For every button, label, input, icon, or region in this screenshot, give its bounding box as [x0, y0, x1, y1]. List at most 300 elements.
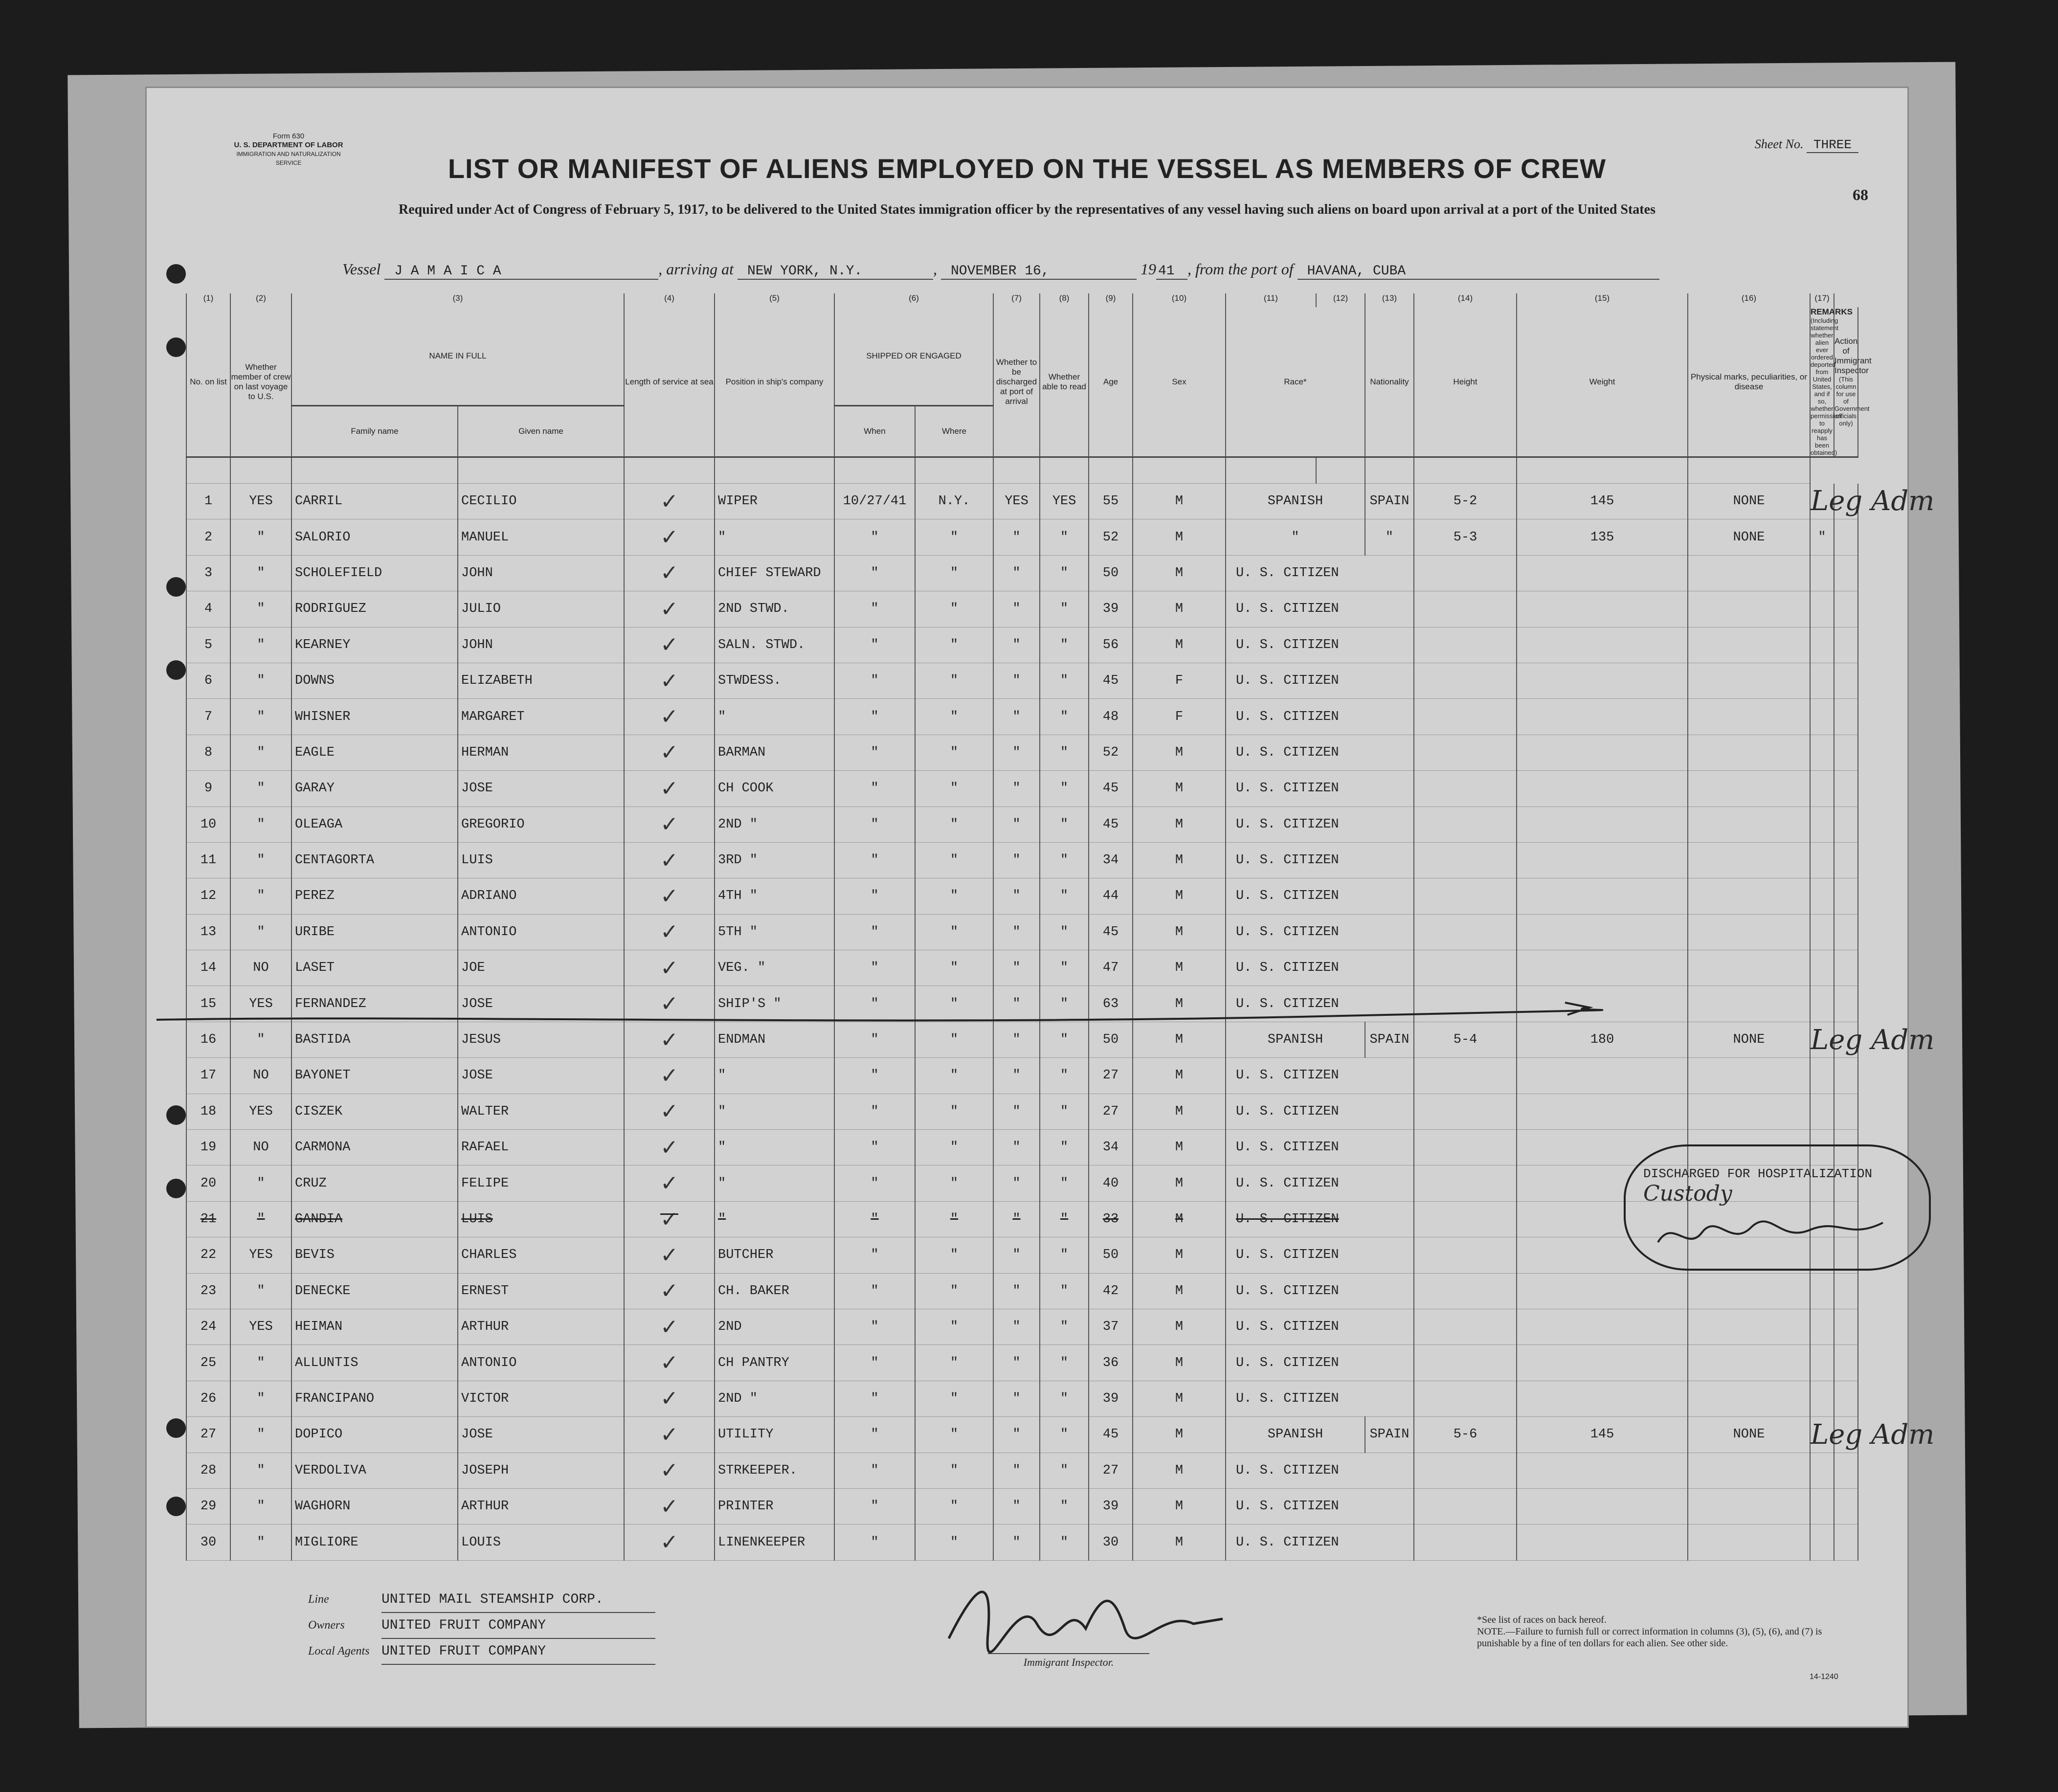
cell-when: ": [834, 914, 915, 950]
cell-family: BASTIDA: [291, 1022, 458, 1057]
cell-sex: M: [1133, 591, 1226, 627]
cell-family: SALORIO: [291, 519, 458, 555]
cell-age: 48: [1089, 699, 1133, 735]
cell-read: ": [1040, 1237, 1089, 1273]
cell-race: U. S. CITIZEN: [1226, 1381, 1414, 1416]
cell-position: LINENKEEPER: [715, 1524, 834, 1560]
cell-when: ": [834, 1094, 915, 1129]
cell-height: 5-3: [1414, 519, 1517, 555]
cell-race: U. S. CITIZEN: [1226, 1453, 1414, 1488]
header-length: Length of service at sea: [624, 307, 715, 457]
cell-where: ": [915, 1453, 993, 1488]
cell-when: ": [834, 1524, 915, 1560]
cell-no: 6: [186, 663, 230, 698]
cell-age: 50: [1089, 1237, 1133, 1273]
cell-position: 3RD ": [715, 842, 834, 878]
check-mark-icon: ✓: [660, 489, 678, 514]
cell-where: ": [915, 1488, 993, 1524]
cell-position: 2ND STWD.: [715, 591, 834, 627]
cell-where: ": [915, 1524, 993, 1560]
cell-remarks: ": [1810, 519, 1834, 555]
cell-no: 28: [186, 1453, 230, 1488]
cell-race: U. S. CITIZEN: [1226, 842, 1414, 878]
cell-member: YES: [230, 986, 291, 1022]
cell-given: JOSE: [458, 771, 624, 806]
sheet-label: Sheet No.: [1754, 137, 1804, 151]
cell-sex: M: [1133, 1345, 1226, 1381]
cell-member: ": [230, 663, 291, 698]
cell-member: ": [230, 1273, 291, 1309]
cell-given: FELIPE: [458, 1165, 624, 1201]
cell-given: JESUS: [458, 1022, 624, 1057]
cell-weight: 145: [1517, 1417, 1688, 1453]
header-race: Race*: [1226, 307, 1365, 457]
cell-sex: M: [1133, 1094, 1226, 1129]
inspector-label: Immigrant Inspector.: [988, 1653, 1149, 1669]
cell-member: ": [230, 1022, 291, 1057]
cell-race: SPANISH: [1226, 484, 1365, 519]
cell-height: 5-6: [1414, 1417, 1517, 1453]
cell-no: 3: [186, 555, 230, 591]
cell-position: 2ND ": [715, 806, 834, 842]
cell-race: U. S. CITIZEN: [1226, 1058, 1414, 1094]
footer-notes: [1477, 1614, 1829, 1649]
arrival-year: 41: [1156, 264, 1187, 280]
header-height: Height: [1414, 307, 1517, 457]
check-mark-icon: ✓: [660, 1242, 678, 1268]
cell-race: U. S. CITIZEN: [1226, 986, 1414, 1022]
cell-race: U. S. CITIZEN: [1226, 555, 1414, 591]
check-mark-icon: ✓: [660, 668, 678, 694]
cell-where: ": [915, 735, 993, 770]
cell-given: ANTONIO: [458, 914, 624, 950]
cell-sex: M: [1133, 735, 1226, 770]
owners-label: Owners: [308, 1619, 345, 1632]
cell-family: VERDOLIVA: [291, 1453, 458, 1488]
cell-when: ": [834, 1488, 915, 1524]
cell-when: ": [834, 1165, 915, 1201]
check-mark-icon: ✓: [660, 955, 678, 981]
cell-family: GANDIA: [291, 1201, 458, 1237]
cell-member: ": [230, 519, 291, 555]
cell-race: U. S. CITIZEN: [1226, 591, 1414, 627]
cell-no: 5: [186, 627, 230, 663]
cell-read: ": [1040, 1524, 1089, 1560]
cell-race: U. S. CITIZEN: [1226, 1130, 1414, 1165]
line-label: Line: [308, 1593, 329, 1606]
cell-discharged: ": [993, 950, 1040, 986]
cell-when: ": [834, 555, 915, 591]
cell-discharged: ": [993, 806, 1040, 842]
cell-where: ": [915, 1201, 993, 1237]
cell-race: SPANISH: [1226, 1417, 1365, 1453]
cell-when: ": [834, 986, 915, 1022]
cell-where: ": [915, 878, 993, 914]
cell-member: ": [230, 806, 291, 842]
cell-when: ": [834, 591, 915, 627]
cell-age: 45: [1089, 806, 1133, 842]
cell-given: JOSE: [458, 1417, 624, 1453]
cell-where: ": [915, 771, 993, 806]
cell-age: 39: [1089, 1381, 1133, 1416]
cell-discharged: ": [993, 1345, 1040, 1381]
cell-age: 55: [1089, 484, 1133, 519]
cell-position: STWDESS.: [715, 663, 834, 698]
owners-value: UNITED FRUIT COMPANY: [381, 1613, 655, 1639]
cell-read: ": [1040, 1273, 1089, 1309]
cell-position: UTILITY: [715, 1417, 834, 1453]
cell-given: ADRIANO: [458, 878, 624, 914]
check-mark-icon: ✓: [660, 776, 678, 801]
cell-age: 39: [1089, 1488, 1133, 1524]
check-mark-icon: ✓: [660, 1386, 678, 1411]
cell-given: ERNEST: [458, 1273, 624, 1309]
cell-discharged: ": [993, 1165, 1040, 1201]
cell-member: ": [230, 842, 291, 878]
cell-family: MIGLIORE: [291, 1524, 458, 1560]
cell-where: ": [915, 1237, 993, 1273]
cell-family: URIBE: [291, 914, 458, 950]
cell-when: ": [834, 1237, 915, 1273]
cell-family: CARMONA: [291, 1130, 458, 1165]
cell-when: ": [834, 806, 915, 842]
cell-position: CHIEF STEWARD: [715, 555, 834, 591]
cell-sex: F: [1133, 663, 1226, 698]
cell-no: 4: [186, 591, 230, 627]
column-number: (1): [186, 293, 230, 307]
cell-when: ": [834, 878, 915, 914]
cell-given: JOE: [458, 950, 624, 986]
cell-no: 29: [186, 1488, 230, 1524]
check-mark-icon: ✓: [660, 1350, 678, 1376]
check-mark-icon: ✓: [660, 596, 678, 622]
header-position: Position in ship's company: [715, 307, 834, 457]
cell-member: NO: [230, 950, 291, 986]
cell-read: ": [1040, 663, 1089, 698]
cell-read: ": [1040, 591, 1089, 627]
cell-member: NO: [230, 1058, 291, 1094]
cell-age: 52: [1089, 735, 1133, 770]
cell-position: SHIP'S ": [715, 986, 834, 1022]
cell-read: ": [1040, 699, 1089, 735]
cell-where: ": [915, 950, 993, 986]
column-number: (13): [1365, 293, 1414, 307]
cell-when: ": [834, 699, 915, 735]
cell-discharged: ": [993, 914, 1040, 950]
header-no: No. on list: [186, 307, 230, 457]
cell-read: ": [1040, 1058, 1089, 1094]
cell-member: ": [230, 699, 291, 735]
cell-sex: M: [1133, 1488, 1226, 1524]
column-number: (5): [715, 293, 834, 307]
cell-no: 24: [186, 1309, 230, 1344]
cell-member: NO: [230, 1130, 291, 1165]
cell-where: ": [915, 986, 993, 1022]
cell-read: ": [1040, 627, 1089, 663]
cell-read: ": [1040, 1417, 1089, 1453]
cell-member: ": [230, 555, 291, 591]
cell-read: ": [1040, 1488, 1089, 1524]
header-physical: Physical marks, peculiarities, or disease: [1688, 307, 1810, 457]
agents-value: UNITED FRUIT COMPANY: [381, 1639, 655, 1665]
cell-position: WIPER: [715, 484, 834, 519]
cell-sex: M: [1133, 1058, 1226, 1094]
cell-race: SPANISH: [1226, 1022, 1365, 1057]
cell-family: DOWNS: [291, 663, 458, 698]
cell-no: 14: [186, 950, 230, 986]
cell-race: U. S. CITIZEN: [1226, 1345, 1414, 1381]
cell-discharged: ": [993, 842, 1040, 878]
cell-when: ": [834, 1417, 915, 1453]
cell-read: ": [1040, 1381, 1089, 1416]
cell-sex: M: [1133, 1165, 1226, 1201]
cell-when: ": [834, 1058, 915, 1094]
cell-given: JULIO: [458, 591, 624, 627]
cell-family: BEVIS: [291, 1237, 458, 1273]
cell-age: 30: [1089, 1524, 1133, 1560]
cell-sex: M: [1133, 1237, 1226, 1273]
check-mark-icon: ✓: [660, 1099, 678, 1124]
cell-sex: M: [1133, 1309, 1226, 1344]
cell-given: ELIZABETH: [458, 663, 624, 698]
check-mark-icon: ✓: [660, 1135, 678, 1160]
page-title: LIST OR MANIFEST OF ALIENS EMPLOYED ON THE VESSEL AS MEMBERS OF CREW: [447, 153, 1607, 184]
cell-discharged: ": [993, 699, 1040, 735]
cell-discharged: ": [993, 663, 1040, 698]
column-number: (15): [1517, 293, 1688, 307]
cell-age: 52: [1089, 519, 1133, 555]
cell-no: 26: [186, 1381, 230, 1416]
cell-where: N.Y.: [915, 484, 993, 519]
cell-read: ": [1040, 1201, 1089, 1237]
cell-read: ": [1040, 986, 1089, 1022]
cell-family: HEIMAN: [291, 1309, 458, 1344]
cell-race: U. S. CITIZEN: [1226, 914, 1414, 950]
cell-given: CECILIO: [458, 484, 624, 519]
cell-position: ENDMAN: [715, 1022, 834, 1057]
cell-read: ": [1040, 806, 1089, 842]
cell-read: ": [1040, 1309, 1089, 1344]
cell-position: BUTCHER: [715, 1237, 834, 1273]
cell-no: 18: [186, 1094, 230, 1129]
cell-age: 45: [1089, 1417, 1133, 1453]
cell-position: 2ND: [715, 1309, 834, 1344]
cell-discharged: ": [993, 591, 1040, 627]
year-prefix: 19: [1140, 260, 1156, 278]
cell-position: CH. BAKER: [715, 1273, 834, 1309]
cell-race: U. S. CITIZEN: [1226, 735, 1414, 770]
header-weight: Weight: [1517, 307, 1688, 457]
header-shipped: SHIPPED OR ENGAGED: [834, 307, 993, 406]
inspector-signature: [939, 1570, 1232, 1653]
cell-read: ": [1040, 519, 1089, 555]
cell-family: CRUZ: [291, 1165, 458, 1201]
cell-given: WALTER: [458, 1094, 624, 1129]
cell-physical: NONE: [1688, 519, 1810, 555]
column-number: (8): [1040, 293, 1089, 307]
header-when: When: [834, 406, 915, 457]
cell-position: ": [715, 699, 834, 735]
cell-when: ": [834, 1201, 915, 1237]
cell-discharged: ": [993, 1524, 1040, 1560]
cell-given: LOUIS: [458, 1524, 624, 1560]
cell-position: BARMAN: [715, 735, 834, 770]
cell-discharged: ": [993, 1201, 1040, 1237]
cell-family: WAGHORN: [291, 1488, 458, 1524]
cell-member: ": [230, 1165, 291, 1201]
cell-discharged: ": [993, 878, 1040, 914]
cell-when: ": [834, 627, 915, 663]
cell-discharged: ": [993, 627, 1040, 663]
cell-member: YES: [230, 1237, 291, 1273]
header-discharged: Whether to be discharged at port of arrival: [993, 307, 1040, 457]
column-number: (14): [1414, 293, 1517, 307]
column-number: (12): [1316, 293, 1365, 307]
annotation-text: [1643, 1166, 1872, 1206]
action-title: Action of Immigrant Inspector: [1834, 336, 1872, 375]
cell-discharged: YES: [993, 484, 1040, 519]
cell-where: ": [915, 699, 993, 735]
cell-given: JOSEPH: [458, 1453, 624, 1488]
cell-no: 10: [186, 806, 230, 842]
action-note: (This column for use of Government officials only): [1834, 376, 1870, 427]
cell-given: ANTONIO: [458, 1345, 624, 1381]
column-number: (7): [993, 293, 1040, 307]
cell-sex: M: [1133, 519, 1226, 555]
cell-read: ": [1040, 771, 1089, 806]
cell-sex: M: [1133, 878, 1226, 914]
cell-member: ": [230, 1453, 291, 1488]
cell-age: 47: [1089, 950, 1133, 986]
cell-no: 9: [186, 771, 230, 806]
cell-when: ": [834, 1130, 915, 1165]
cell-race: U. S. CITIZEN: [1226, 1165, 1414, 1201]
cell-no: 7: [186, 699, 230, 735]
cell-where: ": [915, 1417, 993, 1453]
cell-read: ": [1040, 1130, 1089, 1165]
cell-sex: M: [1133, 1022, 1226, 1057]
cell-physical: NONE: [1688, 484, 1810, 519]
check-mark-icon: ✓: [660, 883, 678, 909]
cell-family: RODRIGUEZ: [291, 591, 458, 627]
cell-member: ": [230, 1381, 291, 1416]
cell-discharged: ": [993, 1022, 1040, 1057]
races-note: *See list of races on back hereof.: [1477, 1614, 1607, 1625]
cell-sex: M: [1133, 1417, 1226, 1453]
cell-family: PEREZ: [291, 878, 458, 914]
check-mark-icon: ✓: [660, 740, 678, 765]
cell-no: 23: [186, 1273, 230, 1309]
cell-position: ": [715, 1201, 834, 1237]
cell-family: EAGLE: [291, 735, 458, 770]
cell-given: JOHN: [458, 627, 624, 663]
cell-discharged: ": [993, 1237, 1040, 1273]
cell-sex: M: [1133, 950, 1226, 986]
cell-read: ": [1040, 1453, 1089, 1488]
cell-race: U. S. CITIZEN: [1226, 806, 1414, 842]
check-mark-icon: ✓: [660, 991, 678, 1017]
page-number: 68: [1853, 186, 1868, 203]
strike-through-line: [147, 88, 1907, 1726]
header-member: Whether member of crew on last voyage to U.S.: [230, 307, 291, 457]
cell-no: 20: [186, 1165, 230, 1201]
header-name: NAME IN FULL: [291, 307, 624, 406]
cell-family: ALLUNTIS: [291, 1345, 458, 1381]
form-number: Form 630: [272, 132, 305, 140]
sheet-value: THREE: [1807, 137, 1858, 153]
cell-age: 36: [1089, 1345, 1133, 1381]
cell-when: ": [834, 519, 915, 555]
check-mark-icon: ✓: [660, 525, 678, 550]
cell-member: ": [230, 1345, 291, 1381]
cell-discharged: ": [993, 1488, 1040, 1524]
cell-given: MARGARET: [458, 699, 624, 735]
check-mark-icon: ✓: [660, 1063, 678, 1088]
cell-where: ": [915, 1273, 993, 1309]
cell-read: ": [1040, 1345, 1089, 1381]
cell-given: CHARLES: [458, 1237, 624, 1273]
cell-given: ARTHUR: [458, 1488, 624, 1524]
voyage-line: Vessel J A M A I C A , arriving at NEW YORK, N.Y. , NOVEMBER 16, 19 41 , from the port of HAVANA, CUBA: [342, 260, 1858, 280]
cell-age: 34: [1089, 1130, 1133, 1165]
remarks-note: (Including statement whether alien ever ordered deported from United States, and if so, whether permission to reapply has been obtained): [1811, 317, 1841, 456]
cell-member: ": [230, 1524, 291, 1560]
from-label: , from the port of: [1187, 260, 1294, 278]
cell-sex: M: [1133, 986, 1226, 1022]
remark-handwriting: Leg Adm: [1811, 1418, 1935, 1451]
cell-read: ": [1040, 842, 1089, 878]
cell-no: 22: [186, 1237, 230, 1273]
cell-sex: M: [1133, 484, 1226, 519]
cell-when: ": [834, 1381, 915, 1416]
remarks-title: REMARKS: [1811, 307, 1853, 316]
annotation-line1: DISCHARGED FOR HOSPITALIZATION: [1643, 1166, 1873, 1181]
cell-given: LUIS: [458, 1201, 624, 1237]
header-where: Where: [915, 406, 993, 457]
line-value: UNITED MAIL STEAMSHIP CORP.: [381, 1588, 655, 1613]
cell-family: DOPICO: [291, 1417, 458, 1453]
cell-family: DENECKE: [291, 1273, 458, 1309]
department-name: U. S. DEPARTMENT OF LABOR: [234, 141, 343, 149]
cell-no: 2: [186, 519, 230, 555]
column-number: (4): [624, 293, 715, 307]
cell-race: U. S. CITIZEN: [1226, 699, 1414, 735]
cell-position: PRINTER: [715, 1488, 834, 1524]
cell-no: 27: [186, 1417, 230, 1453]
column-number: (10): [1133, 293, 1226, 307]
check-mark-icon: ✓: [660, 848, 678, 873]
cell-family: LASET: [291, 950, 458, 986]
cell-physical: NONE: [1688, 1022, 1810, 1057]
cell-given: ARTHUR: [458, 1309, 624, 1344]
cell-race: U. S. CITIZEN: [1226, 627, 1414, 663]
cell-member: ": [230, 1488, 291, 1524]
cell-race: U. S. CITIZEN: [1226, 1273, 1414, 1309]
cell-family: CISZEK: [291, 1094, 458, 1129]
cell-age: 63: [1089, 986, 1133, 1022]
cell-discharged: ": [993, 519, 1040, 555]
cell-sex: M: [1133, 1130, 1226, 1165]
cell-where: ": [915, 842, 993, 878]
cell-when: ": [834, 842, 915, 878]
cell-physical: NONE: [1688, 1417, 1810, 1453]
column-number: (17): [1810, 293, 1834, 307]
cell-member: ": [230, 735, 291, 770]
arriving-port: NEW YORK, N.Y.: [738, 264, 933, 280]
cell-read: ": [1040, 950, 1089, 986]
cell-no: 13: [186, 914, 230, 950]
cell-sex: M: [1133, 1524, 1226, 1560]
